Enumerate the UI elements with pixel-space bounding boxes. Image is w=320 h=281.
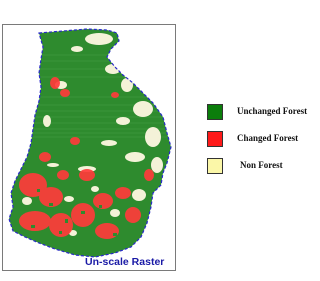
non-forest-swatch [207, 158, 223, 174]
map-frame [2, 24, 176, 271]
legend-label-non-forest: Non Forest [240, 160, 283, 170]
forest-change-map [3, 25, 176, 271]
changed-forest-swatch [207, 131, 223, 147]
legend-label-unchanged: Unchanged Forest [237, 106, 308, 116]
map-caption: Un-scale Raster [85, 256, 165, 268]
unchanged-forest-swatch [207, 104, 223, 120]
unchanged-forest-area [3, 25, 176, 271]
legend-label-changed: Changed Forest [237, 133, 299, 143]
